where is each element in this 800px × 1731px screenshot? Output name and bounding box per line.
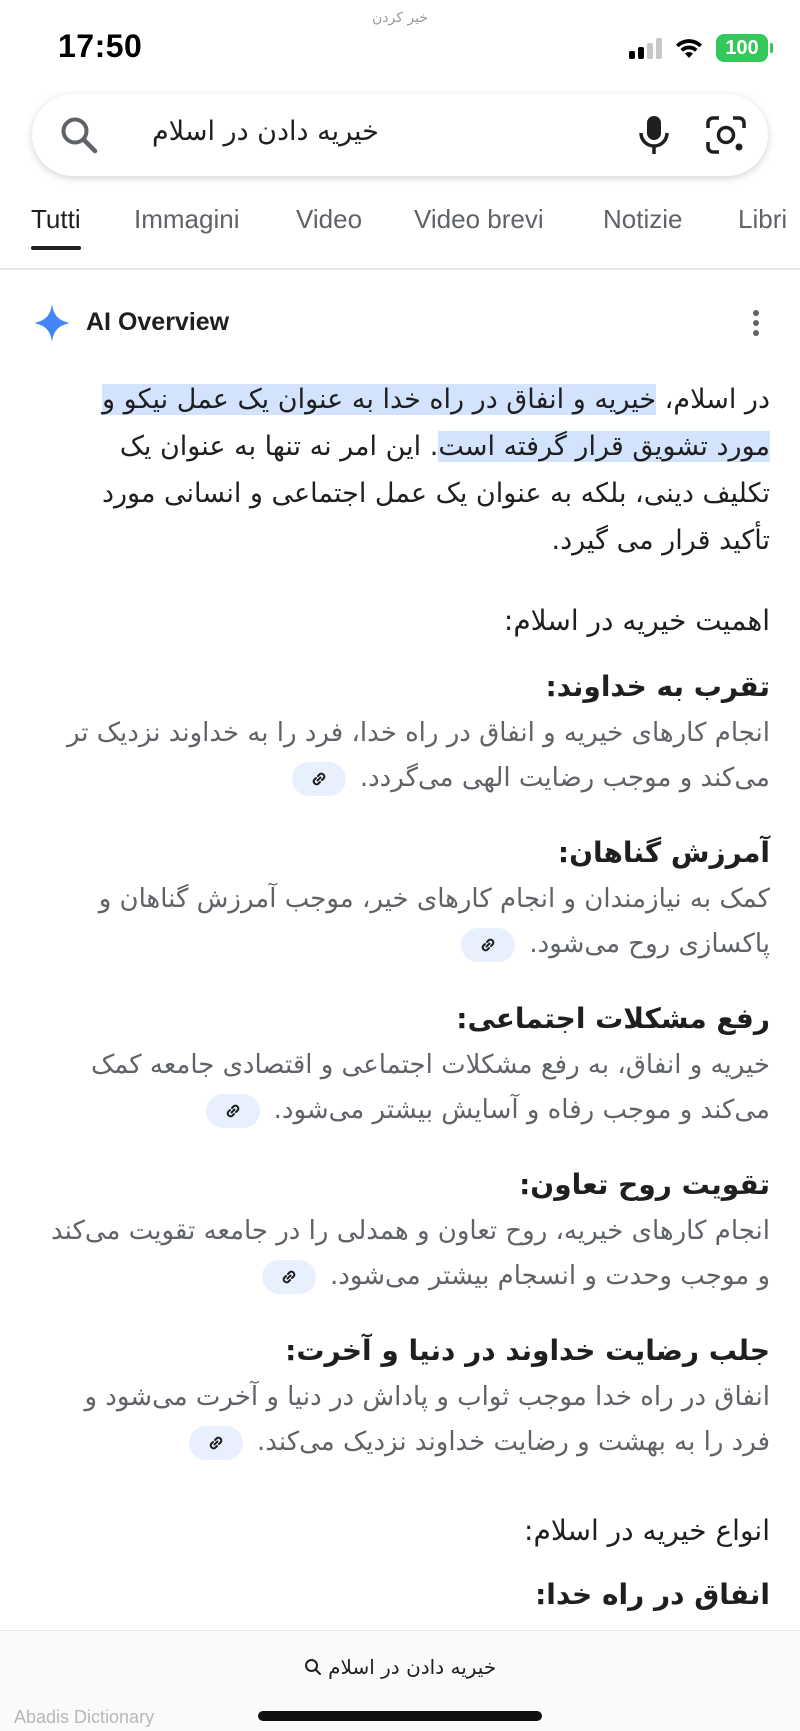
item-body: انجام کارهای خیریه، روح تعاون و همدلی را در جامعه تقویت می‌کند و موجب وحدت و انسجام بیشتر می‌شود. [44, 1209, 770, 1299]
link-icon [206, 1433, 226, 1453]
status-icons [629, 34, 768, 62]
status-bar [0, 0, 800, 90]
tab-news[interactable]: Notizie [603, 204, 683, 234]
tab-all[interactable]: Tutti [31, 204, 81, 234]
intro-highlight-2[interactable]: مورد تشویق قرار گرفته است [438, 431, 770, 462]
intro-prefix: در اسلام، [656, 384, 770, 415]
google-lens-icon[interactable] [704, 114, 748, 156]
source-link-chip[interactable] [262, 1260, 316, 1294]
ai-overview-intro [44, 376, 770, 564]
list-item [44, 836, 770, 967]
intro-highlight[interactable]: خیریه و انفاق در راه خدا به عنوان یک عمل نیکو و [102, 384, 657, 415]
status-time: 17:50 [58, 28, 143, 64]
intro-rest: . این امر نه تنها به عنوان یک تکلیف دینی، بلکه به عنوان یک عمل اجتماعی و انسانی مورد تأکید قرار می گیرد. [101, 431, 770, 556]
item-title: آمرزش گناهان: [557, 836, 770, 869]
item-body: کمک به نیازمندان و انجام کارهای خیر، موجب آمرزش گناهان و پاکسازی روح می‌شود. [44, 877, 770, 967]
list-item [44, 670, 770, 801]
item-title: انفاق در راه خدا: [535, 1578, 770, 1611]
watermark: Abadis Dictionary [14, 1707, 155, 1727]
tab-short-videos[interactable]: Video brevi [414, 204, 544, 234]
list-item [44, 1168, 770, 1299]
search-icon[interactable] [58, 114, 100, 156]
link-icon [478, 935, 498, 955]
bottom-query[interactable] [0, 1655, 800, 1679]
item-body: انجام کارهای خیریه و انفاق در راه خدا، فرد را به خداوند نزدیک تر می‌کند و موجب رضایت الهی می‌گردد. [44, 711, 770, 801]
item-body: خیریه و انفاق، به رفع مشکلات اجتماعی و اقتصادی جامعه کمک می‌کند و موجب رفاه و آسایش بیشتر می‌شود. [44, 1043, 770, 1133]
link-icon [309, 769, 329, 789]
battery-indicator: 100 [716, 34, 768, 62]
cellular-signal-icon [629, 37, 662, 59]
search-box[interactable] [32, 94, 768, 176]
ai-overview-header [32, 302, 768, 344]
bottom-search-bar[interactable] [0, 1630, 800, 1731]
tab-images[interactable]: Immagini [134, 204, 240, 234]
home-indicator[interactable] [258, 1711, 542, 1721]
types-heading: انواع خیریه در اسلام: [524, 1514, 770, 1547]
search-icon [304, 1658, 322, 1676]
item-title: تقرب به خداوند: [545, 670, 770, 703]
list-item [44, 1334, 770, 1465]
tab-video[interactable]: Video [296, 204, 363, 234]
source-link-chip[interactable] [189, 1426, 243, 1460]
link-icon [223, 1101, 243, 1121]
list-item [44, 1002, 770, 1133]
source-link-chip[interactable] [461, 928, 515, 962]
source-link-chip[interactable] [206, 1094, 260, 1128]
item-title: تقویت روح تعاون: [519, 1168, 770, 1201]
importance-heading: اهمیت خیریه در اسلام: [503, 604, 770, 637]
item-body: انفاق در راه خدا موجب ثواب و پاداش در دنیا و آخرت می‌شود و فرد را به بهشت و رضایت خداوند نزدیک می‌کند. [44, 1375, 770, 1465]
microphone-icon[interactable] [632, 112, 676, 158]
item-title: جلب رضایت خداوند در دنیا و آخرت: [285, 1334, 770, 1367]
link-icon [279, 1267, 299, 1287]
more-options-icon[interactable] [744, 308, 768, 338]
ai-overview-title: AI Overview [86, 308, 230, 336]
wifi-icon [674, 36, 704, 60]
ai-sparkle-icon [32, 302, 72, 344]
search-input[interactable]: خیریه دادن در اسلام [152, 116, 379, 147]
tab-books[interactable]: Libri [738, 204, 788, 234]
item-title: رفع مشکلات اجتماعی: [456, 1002, 770, 1035]
status-back-label[interactable]: خیر کردن [372, 10, 428, 26]
source-link-chip[interactable] [292, 762, 346, 796]
bottom-query-text[interactable]: خیریه دادن در اسلام [328, 1655, 497, 1679]
search-tabs [0, 200, 800, 270]
